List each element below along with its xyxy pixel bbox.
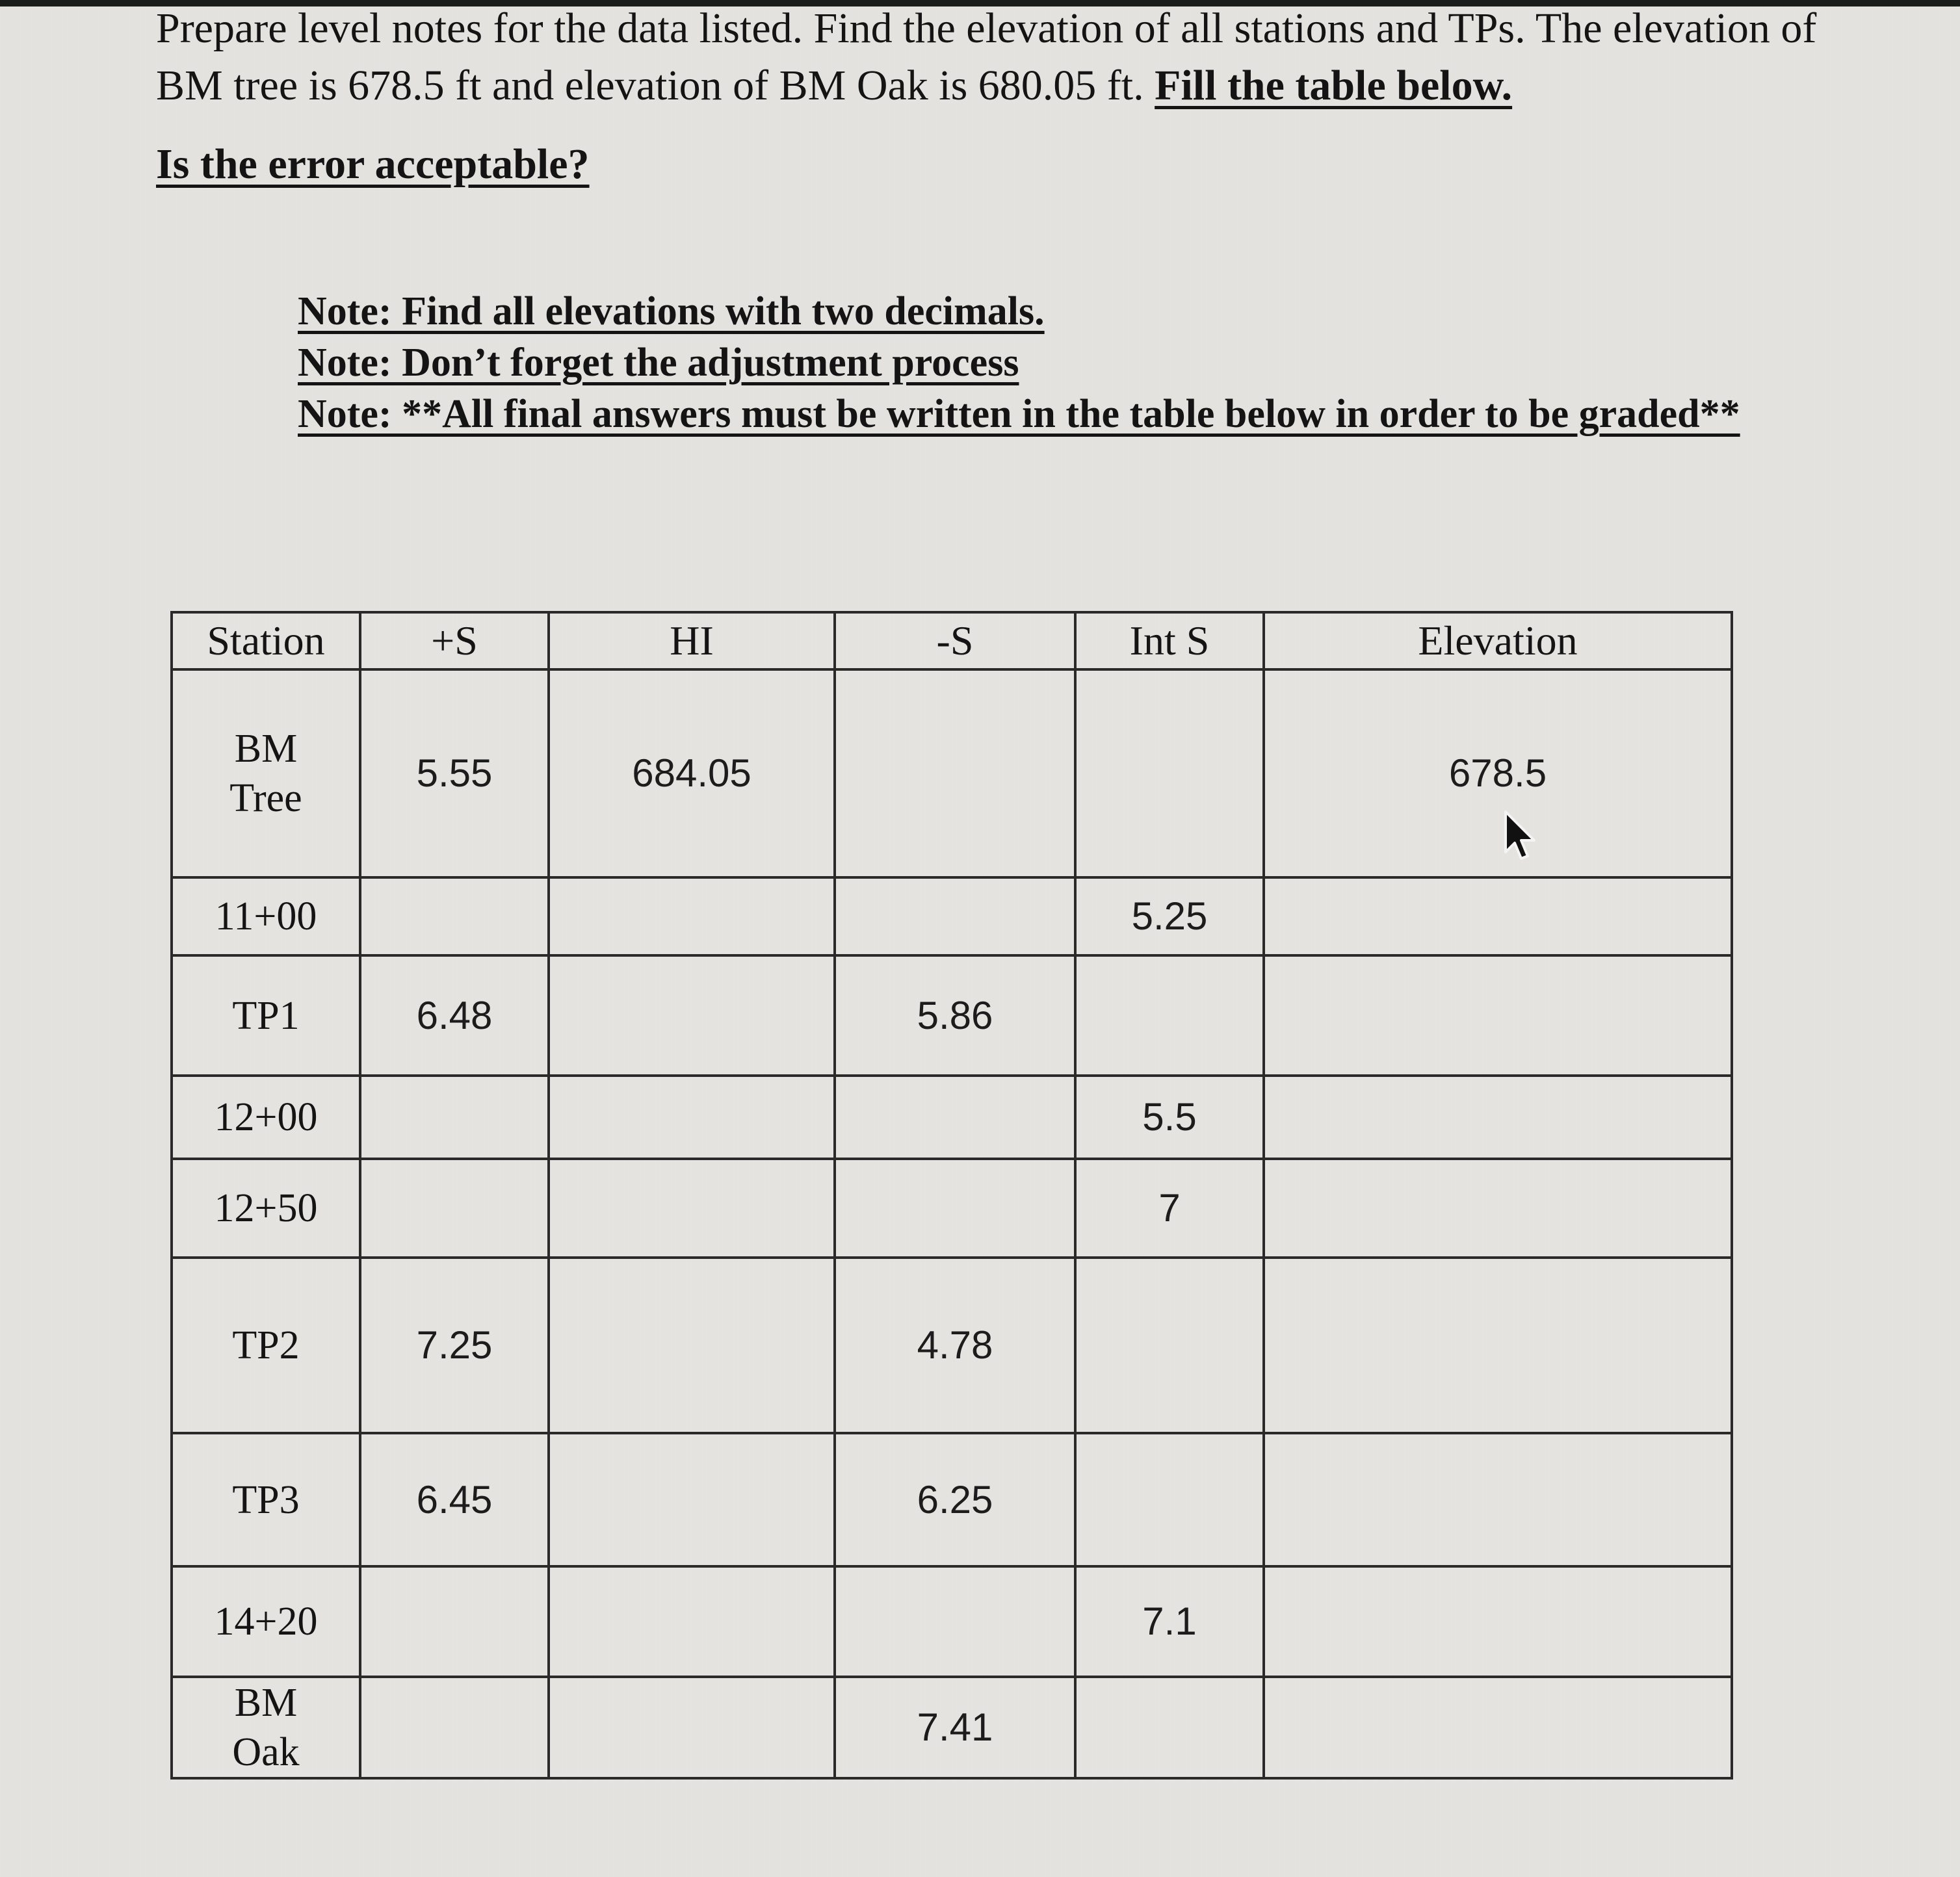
plus-s-cell bbox=[360, 1677, 549, 1778]
int-s-cell: 7.1 bbox=[1075, 1566, 1264, 1677]
hi-cell[interactable] bbox=[549, 1677, 835, 1778]
instructions-line-2-text: BM tree is 678.5 ft and elevation of BM Oak is 680.05 ft. bbox=[156, 62, 1144, 109]
minus-s-cell bbox=[835, 877, 1075, 955]
hi-cell[interactable] bbox=[549, 1159, 835, 1258]
error-question: Is the error acceptable? bbox=[156, 140, 590, 188]
elevation-cell[interactable] bbox=[1264, 1566, 1732, 1677]
table-row bbox=[172, 669, 1732, 877]
int-s-cell bbox=[1075, 1433, 1264, 1566]
hi-cell[interactable] bbox=[549, 1566, 835, 1677]
plus-s-cell: 6.48 bbox=[360, 955, 549, 1076]
table-row bbox=[172, 1566, 1732, 1677]
int-s-cell: 7 bbox=[1075, 1159, 1264, 1258]
elevation-cell[interactable] bbox=[1264, 1159, 1732, 1258]
station-cell: 12+50 bbox=[172, 1159, 360, 1258]
instructions-paragraph bbox=[156, 0, 1937, 114]
minus-s-cell bbox=[835, 1159, 1075, 1258]
header-plus-s: +S bbox=[360, 612, 549, 669]
station-cell: TP3 bbox=[172, 1433, 360, 1566]
instructions-line-1: Prepare level notes for the data listed. Find the elevation of all stations and TPs. The elevation of bbox=[156, 5, 1817, 52]
hi-cell[interactable] bbox=[549, 1433, 835, 1566]
elevation-cell[interactable] bbox=[1264, 1258, 1732, 1433]
elevation-cell[interactable] bbox=[1264, 955, 1732, 1076]
minus-s-cell bbox=[835, 1566, 1075, 1677]
station-cell: 14+20 bbox=[172, 1566, 360, 1677]
hi-cell[interactable] bbox=[549, 1258, 835, 1433]
hi-cell[interactable] bbox=[549, 877, 835, 955]
station-cell: 12+00 bbox=[172, 1076, 360, 1159]
note-final-answers: Note: **All final answers must be written in the table below in order to be graded** bbox=[298, 392, 1740, 436]
plus-s-cell bbox=[360, 1566, 549, 1677]
instructions-line-2 bbox=[156, 57, 1937, 114]
header-hi: HI bbox=[549, 612, 835, 669]
int-s-cell: 5.5 bbox=[1075, 1076, 1264, 1159]
note-two-decimals: Note: Find all elevations with two decimals. bbox=[298, 289, 1045, 333]
fill-table-instruction: Fill the table below. bbox=[1155, 62, 1513, 109]
plus-s-cell bbox=[360, 877, 549, 955]
hi-cell[interactable] bbox=[549, 1076, 835, 1159]
elevation-cell[interactable] bbox=[1264, 1076, 1732, 1159]
mouse-pointer-icon bbox=[1500, 809, 1539, 861]
station-cell: TP1 bbox=[172, 955, 360, 1076]
header-station: Station bbox=[172, 612, 360, 669]
station-cell bbox=[172, 1677, 360, 1778]
table-row bbox=[172, 877, 1732, 955]
hi-cell: 684.05 bbox=[549, 669, 835, 877]
table-header-row bbox=[172, 612, 1732, 669]
plus-s-cell: 6.45 bbox=[360, 1433, 549, 1566]
int-s-cell bbox=[1075, 955, 1264, 1076]
notes-block bbox=[298, 286, 1740, 440]
minus-s-cell: 4.78 bbox=[835, 1258, 1075, 1433]
station-cell bbox=[172, 669, 360, 877]
minus-s-cell: 5.86 bbox=[835, 955, 1075, 1076]
elevation-cell[interactable] bbox=[1264, 877, 1732, 955]
level-notes-table bbox=[170, 611, 1733, 1780]
hi-cell[interactable] bbox=[549, 955, 835, 1076]
table-row bbox=[172, 955, 1732, 1076]
int-s-cell: 5.25 bbox=[1075, 877, 1264, 955]
table-row bbox=[172, 1433, 1732, 1566]
elevation-cell[interactable] bbox=[1264, 1677, 1732, 1778]
plus-s-cell bbox=[360, 1076, 549, 1159]
minus-s-cell bbox=[835, 1076, 1075, 1159]
int-s-cell bbox=[1075, 669, 1264, 877]
station-label: BM Oak bbox=[232, 1681, 300, 1774]
header-elevation: Elevation bbox=[1264, 612, 1732, 669]
int-s-cell bbox=[1075, 1258, 1264, 1433]
plus-s-cell: 7.25 bbox=[360, 1258, 549, 1433]
header-int-s: Int S bbox=[1075, 612, 1264, 669]
table-row bbox=[172, 1076, 1732, 1159]
table-row bbox=[172, 1677, 1732, 1778]
minus-s-cell: 6.25 bbox=[835, 1433, 1075, 1566]
table-row bbox=[172, 1159, 1732, 1258]
table-row bbox=[172, 1258, 1732, 1433]
minus-s-cell bbox=[835, 669, 1075, 877]
station-cell: 11+00 bbox=[172, 877, 360, 955]
header-minus-s: -S bbox=[835, 612, 1075, 669]
station-cell: TP2 bbox=[172, 1258, 360, 1433]
minus-s-cell: 7.41 bbox=[835, 1677, 1075, 1778]
elevation-cell[interactable]: 678.5 bbox=[1264, 669, 1732, 877]
plus-s-cell: 5.55 bbox=[360, 669, 549, 877]
plus-s-cell bbox=[360, 1159, 549, 1258]
note-adjustment: Note: Don’t forget the adjustment process bbox=[298, 341, 1019, 385]
station-label: BM Tree bbox=[229, 727, 302, 820]
int-s-cell bbox=[1075, 1677, 1264, 1778]
elevation-cell[interactable] bbox=[1264, 1433, 1732, 1566]
